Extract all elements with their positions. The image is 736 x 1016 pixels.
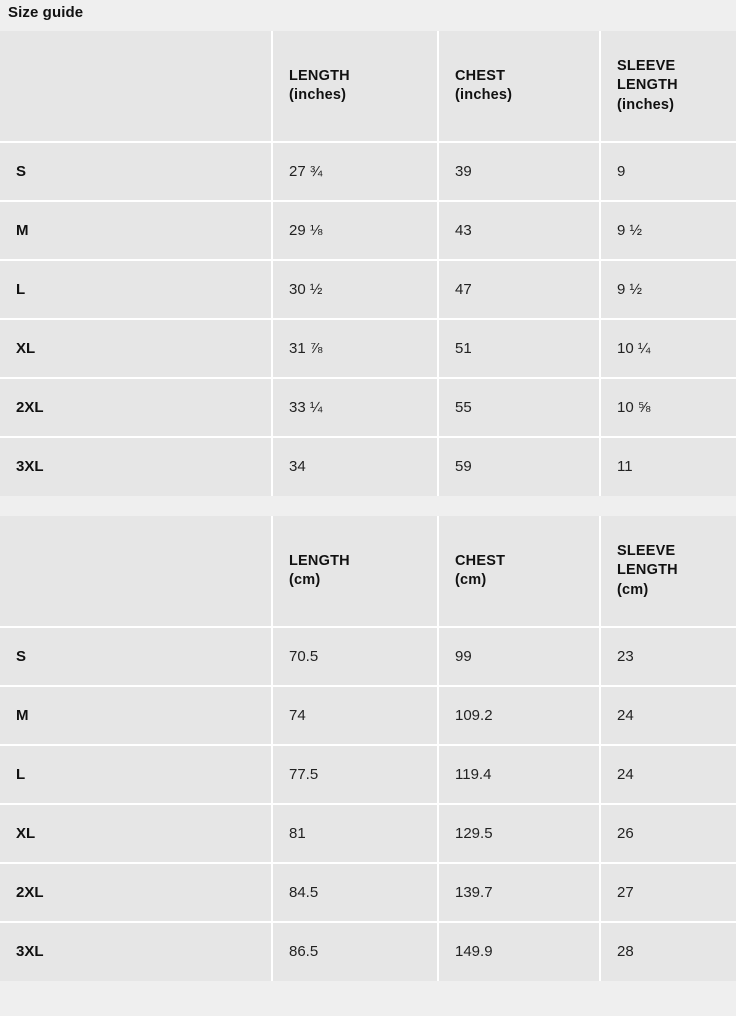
- table-row: [0, 378, 736, 437]
- header-row: [0, 516, 736, 627]
- column-header-sleeve-length: [600, 31, 736, 142]
- cell-length: 27 ¾: [272, 142, 438, 201]
- cell-length: 84.5: [272, 863, 438, 922]
- cell-length: 81: [272, 804, 438, 863]
- cell-sleeve: 9: [600, 142, 736, 201]
- row-size-label: XL: [0, 804, 272, 863]
- column-header-length-unit: (cm): [289, 572, 321, 588]
- column-header-length-label: LENGTH: [289, 552, 350, 569]
- cell-sleeve: 11: [600, 437, 736, 496]
- cell-sleeve: 24: [600, 745, 736, 804]
- column-header-chest-unit: (inches): [455, 87, 513, 103]
- size-table-inches-wrapper: [0, 31, 736, 496]
- cell-chest: 149.9: [438, 922, 600, 981]
- row-size-label: S: [0, 627, 272, 686]
- cell-length: 34: [272, 437, 438, 496]
- cell-sleeve: 9 ½: [600, 260, 736, 319]
- column-header-length: [272, 516, 438, 627]
- cell-chest: 47: [438, 260, 600, 319]
- column-header-sleeve-length: [600, 516, 736, 627]
- cell-sleeve: 10 ¼: [600, 319, 736, 378]
- table-row: [0, 863, 736, 922]
- column-header-chest: [438, 31, 600, 142]
- column-header-sleeve-length-unit: (cm): [617, 581, 649, 598]
- cell-chest: 39: [438, 142, 600, 201]
- table-row: [0, 804, 736, 863]
- cell-chest: 55: [438, 378, 600, 437]
- table-body-cm: [0, 627, 736, 981]
- row-size-label: S: [0, 142, 272, 201]
- row-size-label: XL: [0, 319, 272, 378]
- cell-sleeve: 27: [600, 863, 736, 922]
- table-header-cm: [0, 516, 736, 627]
- column-header-length: [272, 31, 438, 142]
- size-table-cm: [0, 516, 736, 981]
- cell-sleeve: 23: [600, 627, 736, 686]
- cell-chest: 129.5: [438, 804, 600, 863]
- row-size-label: L: [0, 745, 272, 804]
- row-size-label: 3XL: [0, 437, 272, 496]
- cell-length: 86.5: [272, 922, 438, 981]
- table-row: [0, 745, 736, 804]
- table-row: [0, 201, 736, 260]
- size-table-inches: [0, 31, 736, 496]
- cell-length: 74: [272, 686, 438, 745]
- table-row: [0, 142, 736, 201]
- cell-chest: 43: [438, 201, 600, 260]
- column-header-size: [0, 516, 272, 627]
- column-header-length-unit: (inches): [289, 87, 347, 103]
- header-row: [0, 31, 736, 142]
- column-header-chest-label: CHEST: [455, 67, 506, 84]
- row-size-label: 2XL: [0, 863, 272, 922]
- row-size-label: 2XL: [0, 378, 272, 437]
- row-size-label: 3XL: [0, 922, 272, 981]
- row-size-label: M: [0, 686, 272, 745]
- table-row: [0, 922, 736, 981]
- column-header-length-label: LENGTH: [289, 67, 350, 84]
- table-row: [0, 686, 736, 745]
- column-header-chest-label: CHEST: [455, 552, 506, 569]
- column-header-sleeve-length-unit: (inches): [617, 96, 675, 113]
- cell-length: 70.5: [272, 627, 438, 686]
- cell-chest: 119.4: [438, 745, 600, 804]
- table-row: [0, 437, 736, 496]
- cell-chest: 109.2: [438, 686, 600, 745]
- table-row: [0, 319, 736, 378]
- cell-sleeve: 24: [600, 686, 736, 745]
- column-header-sleeve-length-label: SLEEVE LENGTH: [617, 58, 678, 94]
- column-header-chest-unit: (cm): [455, 572, 487, 588]
- column-header-chest: [438, 516, 600, 627]
- table-header-inches: [0, 31, 736, 142]
- cell-chest: 139.7: [438, 863, 600, 922]
- row-size-label: M: [0, 201, 272, 260]
- cell-sleeve: 26: [600, 804, 736, 863]
- column-header-size: [0, 31, 272, 142]
- column-header-sleeve-length-label: SLEEVE LENGTH: [617, 543, 678, 579]
- cell-length: 77.5: [272, 745, 438, 804]
- table-row: [0, 627, 736, 686]
- cell-length: 30 ½: [272, 260, 438, 319]
- cell-chest: 59: [438, 437, 600, 496]
- table-separator: [0, 496, 736, 516]
- table-row: [0, 260, 736, 319]
- cell-length: 31 ⅞: [272, 319, 438, 378]
- cell-sleeve: 10 ⅝: [600, 378, 736, 437]
- cell-chest: 51: [438, 319, 600, 378]
- size-table-cm-wrapper: [0, 516, 736, 981]
- row-size-label: L: [0, 260, 272, 319]
- table-body-inches: [0, 142, 736, 496]
- cell-chest: 99: [438, 627, 600, 686]
- cell-sleeve: 28: [600, 922, 736, 981]
- page-title: Size guide: [8, 4, 84, 21]
- cell-length: 33 ¼: [272, 378, 438, 437]
- cell-sleeve: 9 ½: [600, 201, 736, 260]
- cell-length: 29 ⅛: [272, 201, 438, 260]
